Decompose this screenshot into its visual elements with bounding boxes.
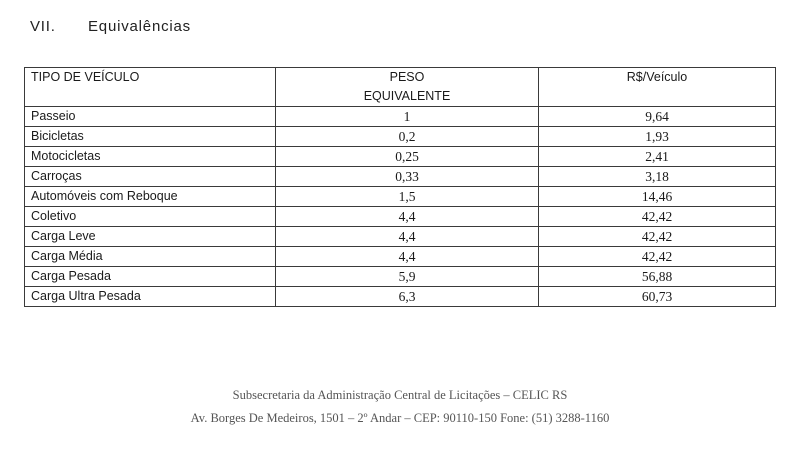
- cell-tipo: Carroças: [25, 167, 276, 187]
- header-peso-line2: EQUIVALENTE: [363, 89, 451, 103]
- cell-tipo: Bicicletas: [25, 127, 276, 147]
- cell-peso: 0,25: [276, 147, 539, 167]
- cell-valor: 42,42: [539, 247, 776, 267]
- cell-valor: 3,18: [539, 167, 776, 187]
- cell-peso: 1,5: [276, 187, 539, 207]
- cell-peso: 0,2: [276, 127, 539, 147]
- cell-tipo: Carga Pesada: [25, 267, 276, 287]
- cell-tipo: Carga Leve: [25, 227, 276, 247]
- table-row: [25, 267, 776, 287]
- section-heading: [30, 18, 191, 35]
- cell-valor: 56,88: [539, 267, 776, 287]
- cell-valor: 9,64: [539, 107, 776, 127]
- cell-tipo: Carga Média: [25, 247, 276, 267]
- cell-valor: 42,42: [539, 207, 776, 227]
- table-row: [25, 167, 776, 187]
- header-peso-line1: PESO: [389, 70, 425, 84]
- cell-valor: 42,42: [539, 227, 776, 247]
- cell-peso: 5,9: [276, 267, 539, 287]
- header-valor-veiculo: R$/Veículo: [539, 68, 776, 107]
- section-title: Equivalências: [88, 18, 191, 35]
- cell-tipo: Automóveis com Reboque: [25, 187, 276, 207]
- section-number: VII.: [30, 18, 56, 35]
- cell-peso: 4,4: [276, 227, 539, 247]
- cell-valor: 2,41: [539, 147, 776, 167]
- cell-peso: 4,4: [276, 207, 539, 227]
- cell-valor: 14,46: [539, 187, 776, 207]
- cell-tipo: Coletivo: [25, 207, 276, 227]
- table-header-row: [25, 68, 776, 107]
- header-peso-equivalente: [276, 68, 539, 107]
- table-row: [25, 127, 776, 147]
- cell-valor: 60,73: [539, 287, 776, 307]
- table-row: [25, 187, 776, 207]
- cell-tipo: Passeio: [25, 107, 276, 127]
- table-row: [25, 227, 776, 247]
- cell-valor: 1,93: [539, 127, 776, 147]
- header-tipo-veiculo: TIPO DE VEÍCULO: [25, 68, 276, 107]
- table-row: [25, 287, 776, 307]
- cell-tipo: Carga Ultra Pesada: [25, 287, 276, 307]
- table-row: [25, 247, 776, 267]
- table-row: [25, 147, 776, 167]
- cell-peso: 1: [276, 107, 539, 127]
- equivalence-table: [24, 67, 776, 307]
- table-row: [25, 107, 776, 127]
- cell-tipo: Motocicletas: [25, 147, 276, 167]
- cell-peso: 0,33: [276, 167, 539, 187]
- footer-address: Av. Borges De Medeiros, 1501 – 2º Andar – CEP: 90110-150 Fone: (51) 3288-1160: [190, 411, 610, 425]
- cell-peso: 4,4: [276, 247, 539, 267]
- cell-peso: 6,3: [276, 287, 539, 307]
- table-row: [25, 207, 776, 227]
- footer-organization: Subsecretaria da Administração Central de Licitações – CELIC RS: [232, 388, 568, 402]
